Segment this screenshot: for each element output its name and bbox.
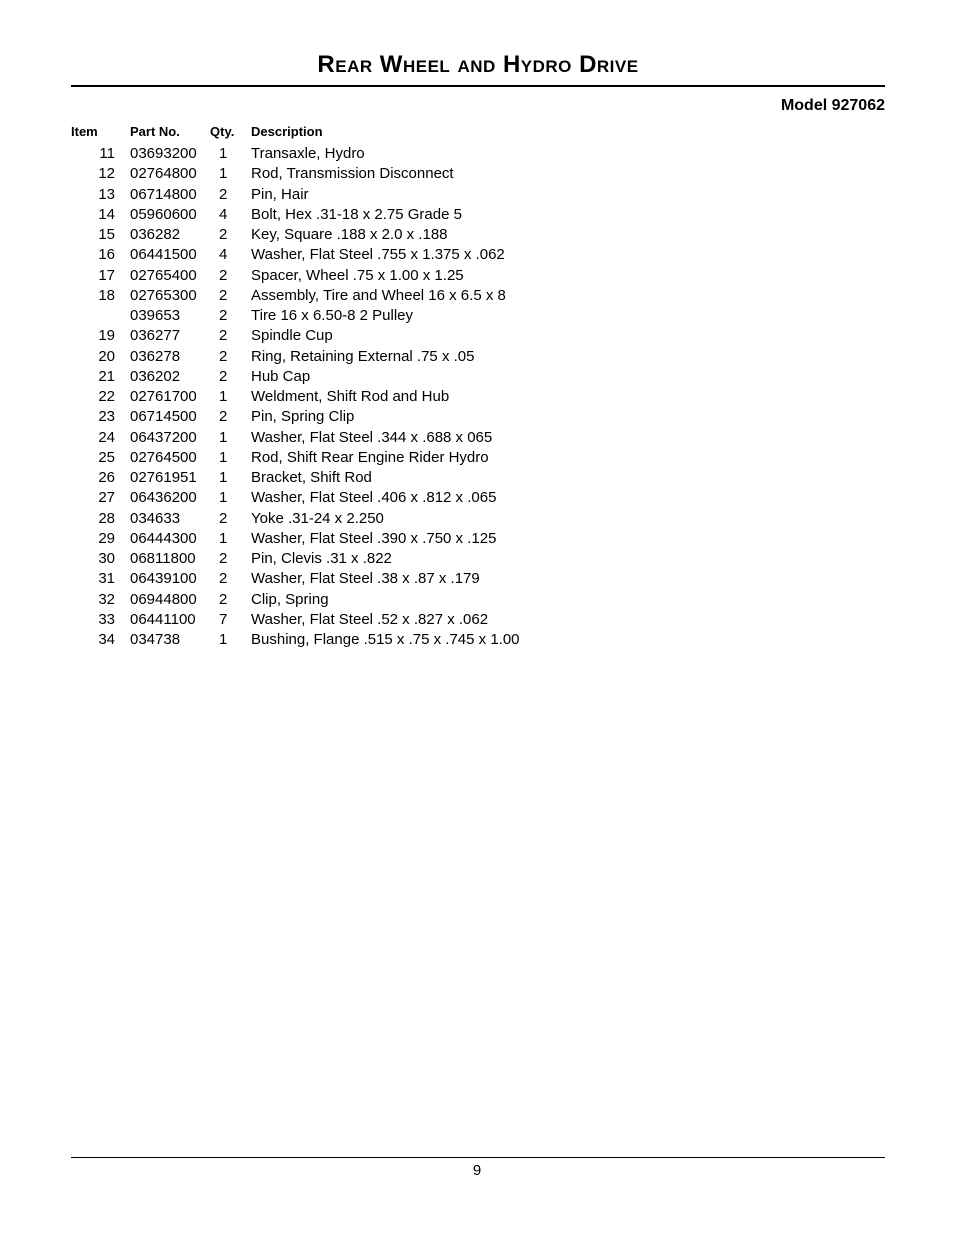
cell-part-no: 06944800 bbox=[130, 590, 197, 608]
cell-qty: 2 bbox=[219, 509, 228, 527]
cell-item bbox=[71, 306, 130, 326]
cell-qty: 2 bbox=[219, 550, 228, 568]
cell-qty: 1 bbox=[219, 529, 228, 547]
table-row bbox=[71, 407, 520, 427]
cell-description: Hub Cap bbox=[251, 367, 311, 385]
cell-part-no: 02765400 bbox=[130, 266, 197, 284]
table-row bbox=[71, 185, 520, 205]
cell-item: 34 bbox=[98, 631, 115, 649]
cell-description: Pin, Hair bbox=[251, 185, 309, 203]
cell-qty: 2 bbox=[219, 307, 228, 325]
cell-part-no: 036202 bbox=[130, 367, 181, 385]
cell-qty: 2 bbox=[219, 226, 228, 244]
cell-part-no: 06714800 bbox=[130, 185, 197, 203]
cell-description: Washer, Flat Steel .38 x .87 x .179 bbox=[251, 570, 480, 588]
cell-qty: 2 bbox=[219, 367, 228, 385]
cell-part-no: 034633 bbox=[130, 509, 181, 527]
cell-item: 23 bbox=[98, 408, 115, 426]
cell-item: 24 bbox=[98, 428, 115, 446]
table-row bbox=[71, 448, 520, 468]
cell-description: Clip, Spring bbox=[251, 590, 329, 608]
cell-part-no: 034738 bbox=[130, 631, 181, 649]
cell-part-no: 02761951 bbox=[130, 469, 197, 487]
table-row bbox=[71, 286, 520, 306]
cell-qty: 1 bbox=[219, 631, 228, 649]
cell-qty: 2 bbox=[219, 185, 228, 203]
cell-qty: 1 bbox=[219, 388, 228, 406]
cell-item: 32 bbox=[98, 590, 115, 608]
table-row bbox=[71, 468, 520, 488]
cell-part-no: 06441100 bbox=[130, 610, 196, 628]
cell-qty: 2 bbox=[219, 590, 228, 608]
cell-description: Spindle Cup bbox=[251, 327, 333, 345]
cell-description: Yoke .31-24 x 2.250 bbox=[251, 509, 384, 527]
cell-qty: 2 bbox=[219, 286, 228, 304]
cell-description: Washer, Flat Steel .755 x 1.375 x .062 bbox=[251, 246, 505, 264]
parts-table-body bbox=[71, 144, 520, 650]
header-description: Description bbox=[251, 124, 323, 139]
cell-part-no: 06444300 bbox=[130, 529, 197, 547]
cell-description: Bracket, Shift Rod bbox=[251, 469, 372, 487]
cell-qty: 1 bbox=[219, 489, 228, 507]
cell-qty: 1 bbox=[219, 448, 228, 466]
table-row bbox=[71, 205, 520, 225]
cell-description: Weldment, Shift Rod and Hub bbox=[251, 388, 450, 406]
cell-part-no: 036282 bbox=[130, 226, 181, 244]
cell-part-no: 02761700 bbox=[130, 388, 197, 406]
table-row bbox=[71, 164, 520, 184]
table-header-row bbox=[71, 124, 520, 144]
cell-item: 20 bbox=[98, 347, 115, 365]
cell-qty: 2 bbox=[219, 266, 228, 284]
cell-item: 27 bbox=[98, 489, 115, 507]
table-row bbox=[71, 509, 520, 529]
cell-description: Spacer, Wheel .75 x 1.00 x 1.25 bbox=[251, 266, 464, 284]
cell-description: Washer, Flat Steel .390 x .750 x .125 bbox=[251, 529, 497, 547]
cell-part-no: 036278 bbox=[130, 347, 181, 365]
cell-item: 14 bbox=[98, 205, 115, 223]
cell-part-no: 03693200 bbox=[130, 145, 197, 163]
cell-part-no: 06437200 bbox=[130, 428, 197, 446]
cell-description: Washer, Flat Steel .344 x .688 x 065 bbox=[251, 428, 493, 446]
cell-part-no: 039653 bbox=[130, 307, 181, 325]
model-label: Model 927062 bbox=[780, 97, 885, 114]
cell-item: 26 bbox=[98, 469, 115, 487]
cell-item: 19 bbox=[98, 327, 115, 345]
cell-qty: 2 bbox=[219, 570, 228, 588]
cell-qty: 1 bbox=[219, 165, 228, 183]
cell-description: Pin, Clevis .31 x .822 bbox=[251, 550, 392, 568]
cell-item: 17 bbox=[98, 266, 115, 284]
table-row bbox=[71, 347, 520, 367]
table-row bbox=[71, 630, 520, 650]
table-row bbox=[71, 326, 520, 346]
cell-item: 33 bbox=[98, 610, 115, 628]
cell-description: Bolt, Hex .31-18 x 2.75 Grade 5 bbox=[251, 205, 462, 223]
cell-item: 15 bbox=[98, 226, 115, 244]
cell-part-no: 06439100 bbox=[130, 570, 197, 588]
cell-qty: 1 bbox=[219, 428, 228, 446]
cell-description: Assembly, Tire and Wheel 16 x 6.5 x 8 bbox=[251, 286, 506, 304]
cell-item: 21 bbox=[98, 367, 115, 385]
table-row bbox=[71, 144, 520, 164]
cell-qty: 2 bbox=[219, 327, 228, 345]
table-row bbox=[71, 488, 520, 508]
cell-item: 11 bbox=[99, 145, 115, 163]
cell-part-no: 02765300 bbox=[130, 286, 197, 304]
title-divider bbox=[71, 85, 885, 87]
page-number: 9 bbox=[472, 1162, 482, 1179]
cell-description: Ring, Retaining External .75 x .05 bbox=[251, 347, 475, 365]
table-row bbox=[71, 428, 520, 448]
table-row bbox=[71, 549, 520, 569]
cell-qty: 1 bbox=[219, 145, 228, 163]
cell-qty: 2 bbox=[219, 347, 228, 365]
cell-item: 29 bbox=[98, 529, 115, 547]
table-row bbox=[71, 225, 520, 245]
cell-item: 18 bbox=[98, 286, 115, 304]
page-title: Rear Wheel and Hydro Drive bbox=[317, 51, 639, 78]
header-item: Item bbox=[71, 124, 98, 139]
cell-item: 13 bbox=[98, 185, 115, 203]
cell-part-no: 02764500 bbox=[130, 448, 197, 466]
cell-description: Rod, Transmission Disconnect bbox=[251, 165, 454, 183]
cell-description: Rod, Shift Rear Engine Rider Hydro bbox=[251, 448, 489, 466]
table-row bbox=[71, 590, 520, 610]
table-row bbox=[71, 529, 520, 549]
cell-part-no: 06441500 bbox=[130, 246, 197, 264]
cell-part-no: 06436200 bbox=[130, 489, 197, 507]
cell-part-no: 06811800 bbox=[130, 550, 196, 568]
table-row bbox=[71, 245, 520, 265]
cell-item: 25 bbox=[98, 448, 115, 466]
table-row bbox=[71, 266, 520, 286]
cell-description: Washer, Flat Steel .406 x .812 x .065 bbox=[251, 489, 497, 507]
cell-description: Bushing, Flange .515 x .75 x .745 x 1.00 bbox=[251, 631, 520, 649]
cell-item: 31 bbox=[98, 570, 115, 588]
cell-qty: 4 bbox=[219, 205, 228, 223]
cell-qty: 7 bbox=[219, 610, 228, 628]
cell-part-no: 02764800 bbox=[130, 165, 197, 183]
header-part-no: Part No. bbox=[130, 124, 180, 139]
cell-item: 30 bbox=[98, 550, 115, 568]
cell-description: Pin, Spring Clip bbox=[251, 408, 355, 426]
table-row bbox=[71, 306, 520, 326]
cell-item: 16 bbox=[98, 246, 115, 264]
cell-part-no: 05960600 bbox=[130, 205, 197, 223]
footer-divider bbox=[71, 1157, 885, 1158]
cell-description: Tire 16 x 6.50-8 2 Pulley bbox=[251, 307, 414, 325]
table-row bbox=[71, 569, 520, 589]
cell-part-no: 06714500 bbox=[130, 408, 197, 426]
cell-description: Transaxle, Hydro bbox=[251, 145, 365, 163]
parts-table bbox=[71, 124, 520, 650]
cell-item: 12 bbox=[98, 165, 115, 183]
header-qty: Qty. bbox=[210, 124, 235, 139]
cell-item: 28 bbox=[98, 509, 115, 527]
cell-description: Key, Square .188 x 2.0 x .188 bbox=[251, 226, 448, 244]
cell-description: Washer, Flat Steel .52 x .827 x .062 bbox=[251, 610, 489, 628]
table-row bbox=[71, 367, 520, 387]
cell-part-no: 036277 bbox=[130, 327, 181, 345]
cell-qty: 4 bbox=[219, 246, 228, 264]
cell-qty: 2 bbox=[219, 408, 228, 426]
cell-item: 22 bbox=[98, 388, 115, 406]
cell-qty: 1 bbox=[219, 469, 228, 487]
table-row bbox=[71, 610, 520, 630]
table-row bbox=[71, 387, 520, 407]
